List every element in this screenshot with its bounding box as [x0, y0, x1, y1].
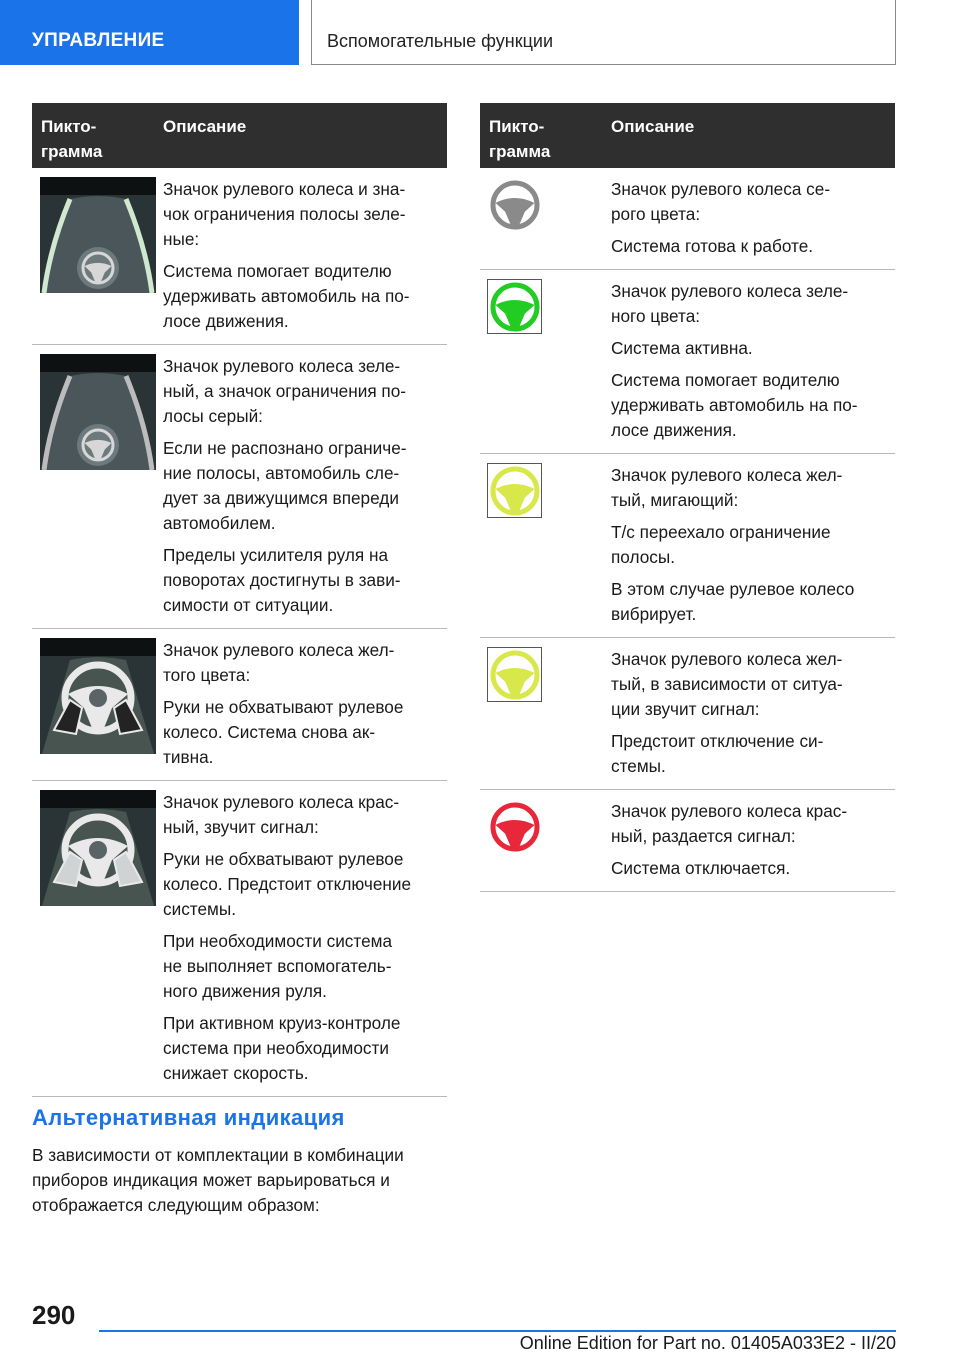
- description-paragraph: Значок рулевого колеса жел- тый, в зависимости от ситуа- ции звучит сигнал:: [611, 649, 843, 719]
- table-row: [32, 781, 447, 1097]
- description-paragraph: Значок рулевого колеса и зна- чок ограничения полосы зеле- ные:: [163, 179, 406, 249]
- description-paragraph: Руки не обхватывают рулевое колесо. Предстоит отключение системы.: [163, 849, 412, 919]
- description-paragraph: Значок рулевого колеса жел- тый, мигающий:: [611, 465, 843, 510]
- description-paragraph: Система помогает водителю удерживать автомобиль на по- лосе движения.: [163, 261, 410, 331]
- description-paragraph: В этом случае рулевое колесо вибрирует.: [611, 579, 855, 624]
- chapter-title: Вспомогательные функции: [311, 0, 896, 65]
- hands-on-wheel-yellow-icon: [32, 638, 163, 770]
- row-description: [163, 790, 447, 1086]
- description-paragraph: Значок рулевого колеса крас- ный, звучит сигнал:: [163, 792, 400, 837]
- row-description: [163, 177, 447, 334]
- table-row: [480, 790, 895, 892]
- table-row: [32, 629, 447, 781]
- row-description: [611, 279, 895, 443]
- description-paragraph: При активном круиз-контроле система при необходимости снижает скорость.: [163, 1013, 401, 1083]
- footer-edition: Online Edition for Part no. 01405A033E2 - II/20: [519, 1333, 896, 1353]
- description-paragraph: Если не распознано ограниче- ние полосы, автомобиль сле- дует за движущимся впереди автомобилем.: [163, 438, 407, 533]
- table-row: [480, 168, 895, 270]
- row-description: [611, 647, 895, 779]
- description-paragraph: Значок рулевого колеса жел- того цвета:: [163, 640, 395, 685]
- header-description: Описание: [163, 117, 247, 136]
- table-row: [32, 168, 447, 345]
- description-paragraph: Значок рулевого колеса крас- ный, раздается сигнал:: [611, 801, 848, 846]
- header-pictogram: Пикто- грамма: [41, 117, 103, 161]
- row-description: [163, 638, 447, 770]
- row-description: [163, 354, 447, 618]
- section-body: В зависимости от комплектации в комбинации приборов индикация может варьироваться и отображается следующим образом:: [32, 1145, 404, 1215]
- description-paragraph: Значок рулевого колеса зеле- ного цвета:: [611, 281, 849, 326]
- lane-view-green-icon: [32, 177, 163, 334]
- pictogram-table-left: [32, 103, 447, 1097]
- table-row: [480, 454, 895, 638]
- description-paragraph: Руки не обхватывают рулевое колесо. Система снова ак- тивна.: [163, 697, 404, 767]
- description-paragraph: Система отключается.: [611, 858, 791, 878]
- row-description: [611, 177, 895, 259]
- header-description: Описание: [611, 117, 695, 136]
- lane-view-grey-icon: [32, 354, 163, 618]
- description-paragraph: Значок рулевого колеса зеле- ный, а значок ограничения по- лосы серый:: [163, 356, 407, 426]
- page-number: 290: [32, 1300, 76, 1330]
- row-description: [611, 463, 895, 627]
- steering-wheel-red-icon: [480, 799, 611, 881]
- table-row: [480, 638, 895, 790]
- footer-rule: [99, 1330, 896, 1332]
- section-tab: УПРАВЛЕНИЕ: [0, 0, 299, 65]
- description-paragraph: Пределы усилителя руля на поворотах достигнуты в зави- симости от ситуации.: [163, 545, 401, 615]
- table-header: [32, 103, 447, 168]
- description-paragraph: При необходимости система не выполняет вспомогатель- ного движения руля.: [163, 931, 393, 1001]
- table-header: [480, 103, 895, 168]
- description-paragraph: Система готова к работе.: [611, 236, 814, 256]
- steering-wheel-grey-icon: [480, 177, 611, 259]
- description-paragraph: Система активна.: [611, 338, 753, 358]
- row-description: [611, 799, 895, 881]
- hands-on-wheel-red-icon: [32, 790, 163, 1086]
- table-row: [32, 345, 447, 629]
- table-row: [480, 270, 895, 454]
- section-title: Альтернативная индикация: [32, 1105, 345, 1130]
- steering-wheel-yellow-blinking-icon: [480, 463, 611, 627]
- pictogram-table-right: [480, 103, 895, 892]
- description-paragraph: Предстоит отключение си- стемы.: [611, 731, 824, 776]
- description-paragraph: Значок рулевого колеса се- рого цвета:: [611, 179, 831, 224]
- description-paragraph: Система помогает водителю удерживать автомобиль на по- лосе движения.: [611, 370, 858, 440]
- description-paragraph: Т/с переехало ограничение полосы.: [611, 522, 831, 567]
- steering-wheel-yellow-icon: [480, 647, 611, 779]
- steering-wheel-green-icon: [480, 279, 611, 443]
- header-pictogram: Пикто- грамма: [489, 117, 551, 161]
